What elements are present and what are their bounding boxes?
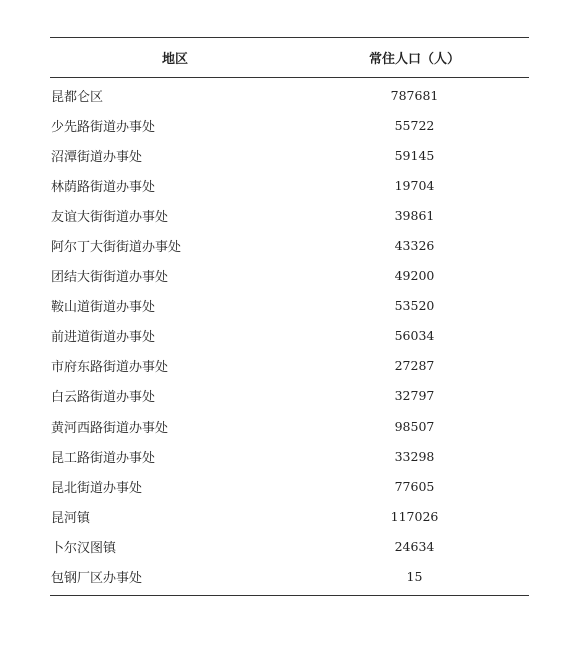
table-row bbox=[50, 110, 529, 140]
cell-region: 前进道街道办事处 bbox=[51, 330, 156, 346]
table-header-row bbox=[50, 38, 529, 78]
cell-population: 59145 bbox=[394, 147, 435, 163]
cell-population: 787681 bbox=[390, 87, 439, 103]
cell-region: 卜尔汉图镇 bbox=[51, 540, 117, 556]
table-body bbox=[50, 78, 529, 592]
cell-region: 昆北街道办事处 bbox=[51, 480, 143, 496]
table-row bbox=[50, 230, 529, 260]
table-row bbox=[50, 261, 529, 291]
cell-region: 少先路街道办事处 bbox=[51, 119, 156, 135]
cell-population: 55722 bbox=[394, 117, 435, 133]
cell-population: 53520 bbox=[394, 298, 435, 314]
cell-region: 团结大街街道办事处 bbox=[51, 270, 169, 286]
population-table bbox=[50, 37, 529, 596]
cell-population: 32797 bbox=[394, 388, 435, 404]
cell-population: 49200 bbox=[394, 268, 435, 284]
cell-region: 昆都仑区 bbox=[51, 89, 104, 105]
cell-population: 98507 bbox=[394, 418, 435, 434]
table-row bbox=[50, 200, 529, 230]
cell-region: 市府东路街道办事处 bbox=[51, 360, 169, 376]
header-region: 地区 bbox=[161, 52, 188, 67]
cell-population: 15 bbox=[406, 569, 423, 585]
cell-region: 林荫路街道办事处 bbox=[51, 179, 156, 195]
cell-region: 鞍山道街道办事处 bbox=[51, 300, 156, 316]
cell-region: 友谊大街街道办事处 bbox=[51, 209, 169, 225]
cell-region: 黄河西路街道办事处 bbox=[51, 420, 169, 436]
cell-region: 阿尔丁大街街道办事处 bbox=[51, 240, 182, 256]
table-row bbox=[50, 411, 529, 441]
table-row bbox=[50, 441, 529, 471]
cell-population: 24634 bbox=[394, 538, 435, 554]
table-row bbox=[50, 531, 529, 561]
cell-population: 117026 bbox=[390, 508, 439, 524]
table-row bbox=[50, 170, 529, 200]
cell-population: 43326 bbox=[394, 238, 435, 254]
cell-region: 包钢厂区办事处 bbox=[51, 571, 143, 587]
cell-population: 39861 bbox=[394, 207, 435, 223]
cell-region: 白云路街道办事处 bbox=[51, 390, 156, 406]
cell-population: 19704 bbox=[394, 177, 435, 193]
cell-region: 沼潭街道办事处 bbox=[51, 149, 143, 165]
table-row bbox=[50, 562, 529, 592]
cell-population: 56034 bbox=[394, 328, 435, 344]
table-row bbox=[50, 381, 529, 411]
cell-population: 27287 bbox=[394, 358, 435, 374]
cell-population: 33298 bbox=[394, 448, 435, 464]
cell-region: 昆工路街道办事处 bbox=[51, 450, 156, 466]
table-bottom-rule bbox=[50, 595, 529, 596]
table-row bbox=[50, 80, 529, 110]
table-row bbox=[50, 351, 529, 381]
cell-population: 77605 bbox=[394, 478, 435, 494]
table-row bbox=[50, 321, 529, 351]
table-row bbox=[50, 471, 529, 501]
table-row bbox=[50, 291, 529, 321]
table-row bbox=[50, 501, 529, 531]
table-row bbox=[50, 140, 529, 170]
cell-region: 昆河镇 bbox=[51, 510, 91, 526]
header-population: 常住人口（人） bbox=[368, 52, 460, 67]
